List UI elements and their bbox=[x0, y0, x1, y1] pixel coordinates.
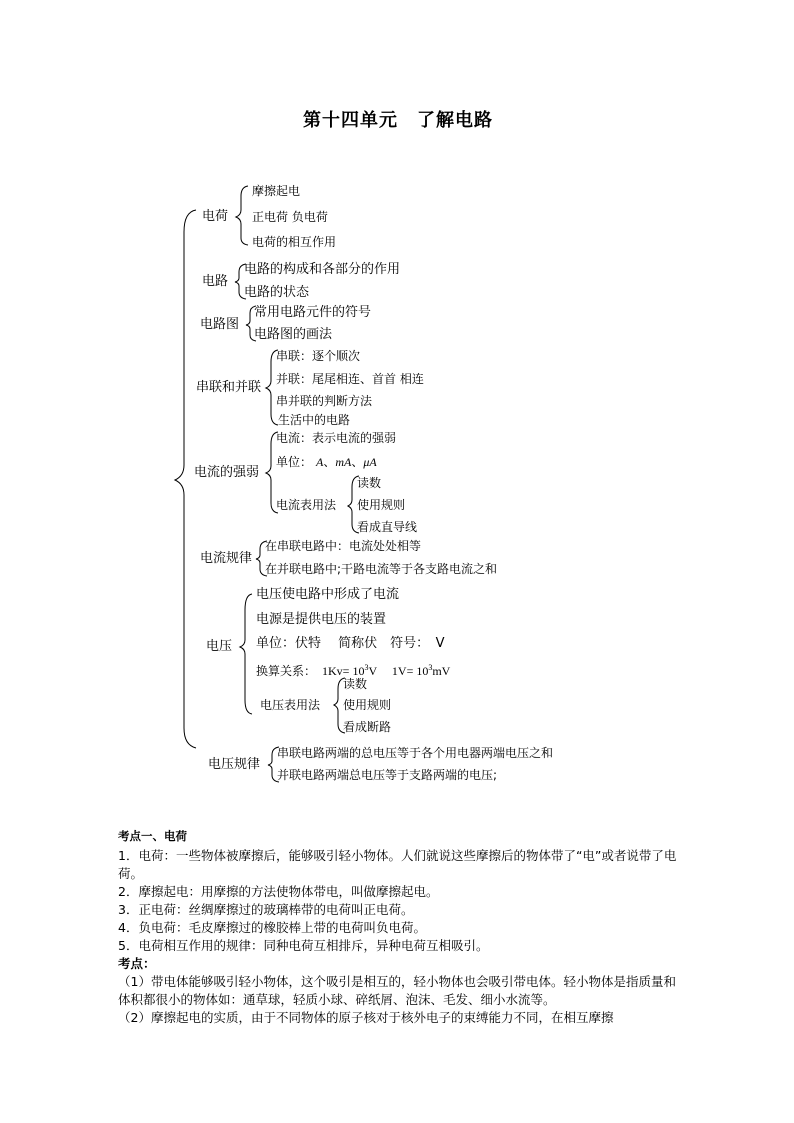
text-section bbox=[118, 827, 688, 1027]
conv-part-2: V 1V= 10 bbox=[368, 664, 429, 678]
current-law-item-1: 在串联电路中：电流处处相等 bbox=[265, 539, 422, 553]
unit-sep-2: 、 bbox=[351, 455, 364, 469]
series-item-3: 串并联的判断方法 bbox=[276, 394, 373, 408]
section-heading: 考点一、电荷 bbox=[118, 829, 187, 843]
brace-voltage bbox=[240, 594, 252, 714]
voltage-meter-item-2: 使用规则 bbox=[343, 698, 392, 712]
voltage-law-item-2: 并联电路两端总电压等于支路两端的电压; bbox=[277, 768, 498, 782]
current-item-1: 电流：表示电流的强弱 bbox=[276, 431, 397, 445]
note-2: （2）摩擦起电的实质，由于不同物体的原子核对于核外电子的束缚能力不同，在相互摩擦 bbox=[118, 1010, 614, 1025]
node-current: 电流的强弱 bbox=[194, 465, 260, 480]
point-3: 3．正电荷：丝绸摩擦过的玻璃棒带的电荷叫正电荷。 bbox=[118, 902, 414, 917]
main-brace bbox=[175, 210, 196, 748]
voltage-meter-item-1: 读数 bbox=[343, 677, 368, 691]
series-item-2: 并联：尾尾相连、首首 相连 bbox=[276, 372, 424, 386]
node-diagram: 电路图 bbox=[200, 317, 240, 332]
node-charge: 电荷 bbox=[202, 209, 229, 224]
circuit-item-1: 电路的构成和各部分的作用 bbox=[244, 262, 401, 277]
current-meter-item-3: 看成直导线 bbox=[357, 520, 418, 534]
unit-ua: μA bbox=[363, 455, 377, 469]
node-voltage: 电压 bbox=[206, 639, 233, 654]
conv-label: 换算关系： bbox=[256, 664, 317, 678]
unit-a: A bbox=[316, 455, 324, 469]
current-unit bbox=[276, 455, 377, 470]
conv-part-1: 1Kv= 10 bbox=[322, 664, 365, 678]
series-item-1: 串联：逐个顺次 bbox=[276, 349, 361, 363]
node-series-parallel: 串联和并联 bbox=[196, 380, 262, 395]
node-circuit: 电路 bbox=[202, 274, 229, 289]
voltage-unit: 单位：伏特 简称伏 符号： V bbox=[256, 636, 445, 651]
kaodian-label: 考点： bbox=[118, 956, 156, 971]
diagram-item-2: 电路图的画法 bbox=[254, 327, 333, 342]
page-title: 第十四单元 了解电路 bbox=[303, 110, 493, 131]
current-meter-node: 电流表用法 bbox=[276, 498, 337, 512]
node-current-law: 电流规律 bbox=[200, 551, 253, 566]
point-1: 1．电荷：一些物体被摩擦后，能够吸引轻小物体。人们就说这些摩擦后的物体带了“电”或者说带了电荷。 bbox=[118, 848, 677, 881]
voltage-item-1: 电压使电路中形成了电流 bbox=[256, 587, 400, 602]
current-meter-item-1: 读数 bbox=[357, 476, 382, 490]
charge-item-3: 电荷的相互作用 bbox=[252, 235, 337, 249]
series-item-4: 生活中的电路 bbox=[278, 413, 351, 427]
voltage-law-item-1: 串联电路两端的总电压等于各个用电器两端电压之和 bbox=[277, 746, 554, 760]
current-unit-label: 单位： bbox=[276, 455, 313, 469]
conv-exp-1: 3 bbox=[364, 663, 369, 672]
conv-part-3: mV bbox=[432, 664, 451, 678]
unit-ma: mA bbox=[335, 455, 352, 469]
diagram-item-1: 常用电路元件的符号 bbox=[254, 305, 372, 320]
note-1: （1）带电体能够吸引轻小物体，这个吸引是相互的，轻小物体也会吸引带电体。轻小物体是指质量和体积都很小的物体如：通草球，轻质小球、碎纸屑、泡沫、毛发、细小水流等。 bbox=[118, 974, 676, 1007]
voltage-meter-item-3: 看成断路 bbox=[343, 720, 392, 734]
conv-exp-2: 3 bbox=[428, 663, 433, 672]
point-2: 2．摩擦起电：用摩擦的方法使物体带电，叫做摩擦起电。 bbox=[118, 884, 439, 899]
current-meter-item-2: 使用规则 bbox=[357, 498, 406, 512]
circuit-item-2: 电路的状态 bbox=[244, 285, 310, 300]
node-voltage-law: 电压规律 bbox=[208, 757, 261, 772]
brace-charge bbox=[236, 186, 248, 245]
point-5: 5．电荷相互作用的规律：同种电荷互相排斥，异种电荷互相吸引。 bbox=[118, 938, 489, 953]
point-4: 4．负电荷：毛皮摩擦过的橡胶棒上带的电荷叫负电荷。 bbox=[118, 920, 426, 935]
unit-sep-1: 、 bbox=[323, 455, 336, 469]
voltage-meter-node: 电压表用法 bbox=[260, 698, 321, 712]
charge-item-2: 正电荷 负电荷 bbox=[252, 210, 328, 224]
voltage-item-2: 电源是提供电压的装置 bbox=[256, 612, 387, 627]
charge-item-1: 摩擦起电 bbox=[252, 184, 301, 198]
current-law-item-2: 在并联电路中;干路电流等于各支路电流之和 bbox=[265, 562, 498, 576]
